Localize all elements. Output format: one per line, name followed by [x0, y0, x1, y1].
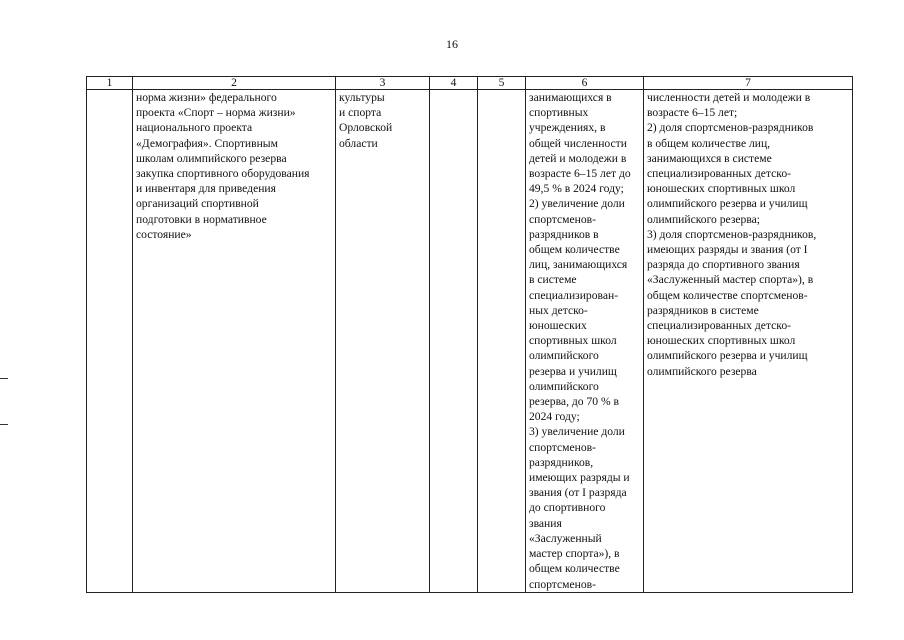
column-number-row	[87, 77, 853, 90]
data-table	[86, 76, 853, 593]
column-number: 2	[133, 77, 336, 90]
cell-col6	[526, 90, 644, 593]
cell-col1	[87, 90, 133, 593]
column-number: 7	[644, 77, 853, 90]
cell-text: культуры и спорта Орловской области	[339, 91, 393, 150]
cell-col3	[336, 90, 430, 593]
scan-edge-mark	[0, 378, 8, 379]
table-row	[87, 90, 853, 593]
column-number: 1	[87, 77, 133, 90]
page-number: 16	[446, 37, 458, 51]
cell-text: численности детей и молодежи в возрасте 6–15 лет; 2) доля спортсменов-разрядников в общем количестве лиц, занимающихся в системе специализированных детско- юношеских спортивных школ олимпийского резерва и училищ олимпийского резерва; 3) доля спортсменов-разрядников, имеющих разряды и звания (от I разряда до спортивного звания «Заслуженный мастер спорта»), в общем количестве спортсменов- разрядников в системе специализированных детско- юношеских спортивных школ олимпийского резерва и училищ олимпийского резерва	[647, 91, 817, 378]
column-number: 6	[526, 77, 644, 90]
cell-text: норма жизни» федерального проекта «Спорт – норма жизни» национального проекта «Демография». Спортивным школам олимпийского резерва закупка спортивного оборудования и инвентаря для приведения организаций спортивной подготовки в нормативное состояние»	[136, 91, 310, 241]
cell-col5	[478, 90, 526, 593]
column-number: 4	[430, 77, 478, 90]
column-number: 3	[336, 77, 430, 90]
cell-col4	[430, 90, 478, 593]
cell-col2	[133, 90, 336, 593]
cell-text: занимающихся в спортивных учреждениях, в общей численности детей и молодежи в возрасте 6–15 лет до 49,5 % в 2024 году; 2) увеличение доли спортсменов- разрядников в общем количестве лиц, занимающихся в системе специализирован- ных детско- юношеских спортивных школ олимпийского резерва и училищ олимпийского резерва, до 70 % в 2024 году; 3) увеличение доли спортсменов- разрядников, имеющих разряды и звания (от I разряда до спортивного звания «Заслуженный мастер спорта»), в общем количестве спортсменов-	[529, 91, 631, 591]
scan-edge-mark	[0, 424, 8, 425]
cell-col7	[644, 90, 853, 593]
column-number: 5	[478, 77, 526, 90]
